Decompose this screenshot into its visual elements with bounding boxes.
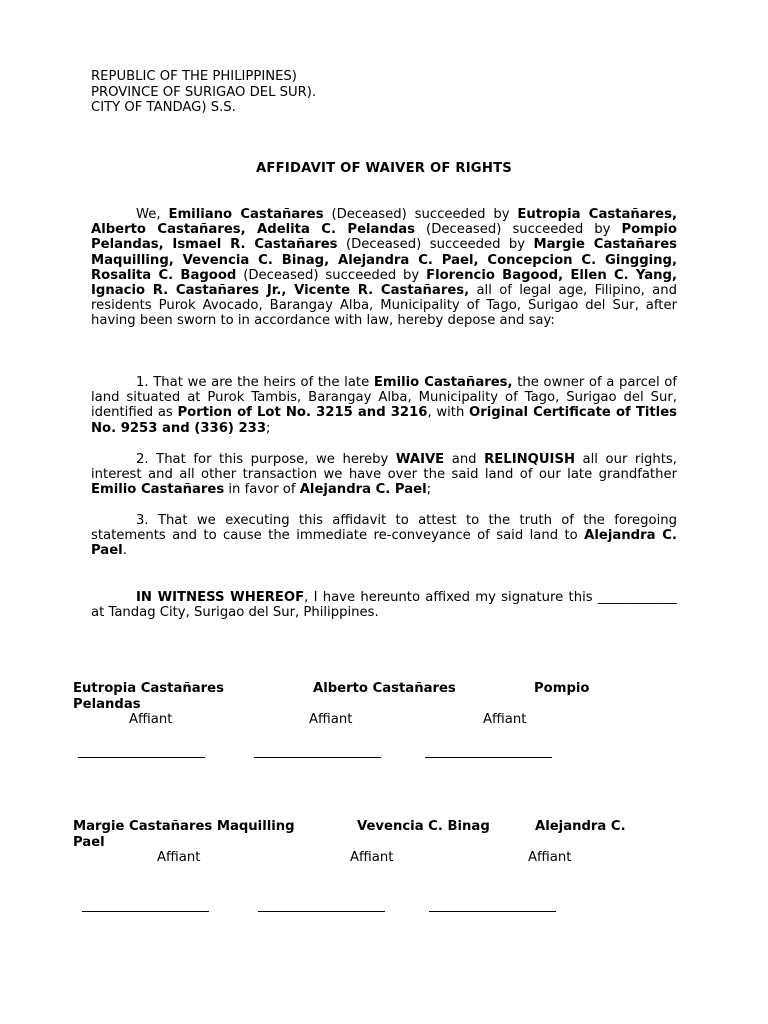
- affiant-label: Affiant: [157, 850, 201, 865]
- affiant-label: Affiant: [129, 712, 173, 727]
- signature-line: [429, 911, 556, 912]
- signatory-name-vevencia: Vevencia C. Binag: [357, 819, 490, 834]
- paragraph-1: 1. That we are the heirs of the late Emilio Castañares, the owner of a parcel of land situated at Purok Tambis, Barangay Alba, Municipality of Tago, Surigao del Sur, identified as Portion of Lot No. 3215 and 3216, with Original Certificate of Titles No. 9253 and (336) 233;: [91, 375, 677, 436]
- affiant-label: Affiant: [309, 712, 353, 727]
- signatory-name-pompio-cont: Pelandas: [73, 697, 141, 712]
- intro-paragraph: We, Emiliano Castañares (Deceased) succeeded by Eutropia Castañares, Alberto Castañares, Adelita C. Pelandas (Deceased) succeeded by Pompio Pelandas, Ismael R. Castañares (Deceased) succeeded by Margie Castañares Maquilling, Vevencia C. Binag, Alejandra C. Pael, Concepcion C. Gingging, Rosalita C. Bagood (Deceased) succeeded by Florencio Bagood, Ellen C. Yang, Ignacio R. Castañares Jr., Vicente R. Castañares, all of legal age, Filipino, and residents Purok Avocado, Barangay Alba, Municipality of Tago, Surigao del Sur, after having been sworn to in accordance with law, hereby depose and say:: [91, 207, 677, 329]
- signatory-name-alejandra: Alejandra C.: [535, 819, 626, 834]
- signatory-name-alejandra-cont: Pael: [73, 835, 105, 850]
- document-title: AFFIDAVIT OF WAIVER OF RIGHTS: [256, 161, 512, 176]
- paragraph-2: 2. That for this purpose, we hereby WAIVE and RELINQUISH all our rights, interest and all other transaction we have over the said land of our late grandfather Emilio Castañares in favor of Alejandra C. Pael;: [91, 452, 677, 498]
- signature-line: [254, 757, 381, 758]
- affiant-label: Affiant: [528, 850, 572, 865]
- header-line-3: CITY OF TANDAG) S.S.: [91, 100, 236, 115]
- header-line-1: REPUBLIC OF THE PHILIPPINES): [91, 69, 297, 84]
- witness-paragraph: IN WITNESS WHEREOF, I have hereunto affixed my signature this ____________ at Tandag City, Surigao del Sur, Philippines.: [91, 590, 677, 621]
- signatory-name-alberto: Alberto Castañares: [313, 681, 456, 696]
- signature-line: [425, 757, 552, 758]
- signature-line: [258, 911, 385, 912]
- signatory-name-pompio: Pompio: [534, 681, 590, 696]
- signatory-name-eutropia: Eutropia Castañares: [73, 681, 224, 696]
- signatory-name-margie: Margie Castañares Maquilling: [73, 819, 295, 834]
- affiant-label: Affiant: [350, 850, 394, 865]
- signature-line: [78, 757, 205, 758]
- affiant-label: Affiant: [483, 712, 527, 727]
- signature-line: [82, 911, 209, 912]
- header-line-2: PROVINCE OF SURIGAO DEL SUR).: [91, 85, 317, 100]
- paragraph-3: 3. That we executing this affidavit to attest to the truth of the foregoing statements and to cause the immediate re-conveyance of said land to Alejandra C. Pael.: [91, 513, 677, 559]
